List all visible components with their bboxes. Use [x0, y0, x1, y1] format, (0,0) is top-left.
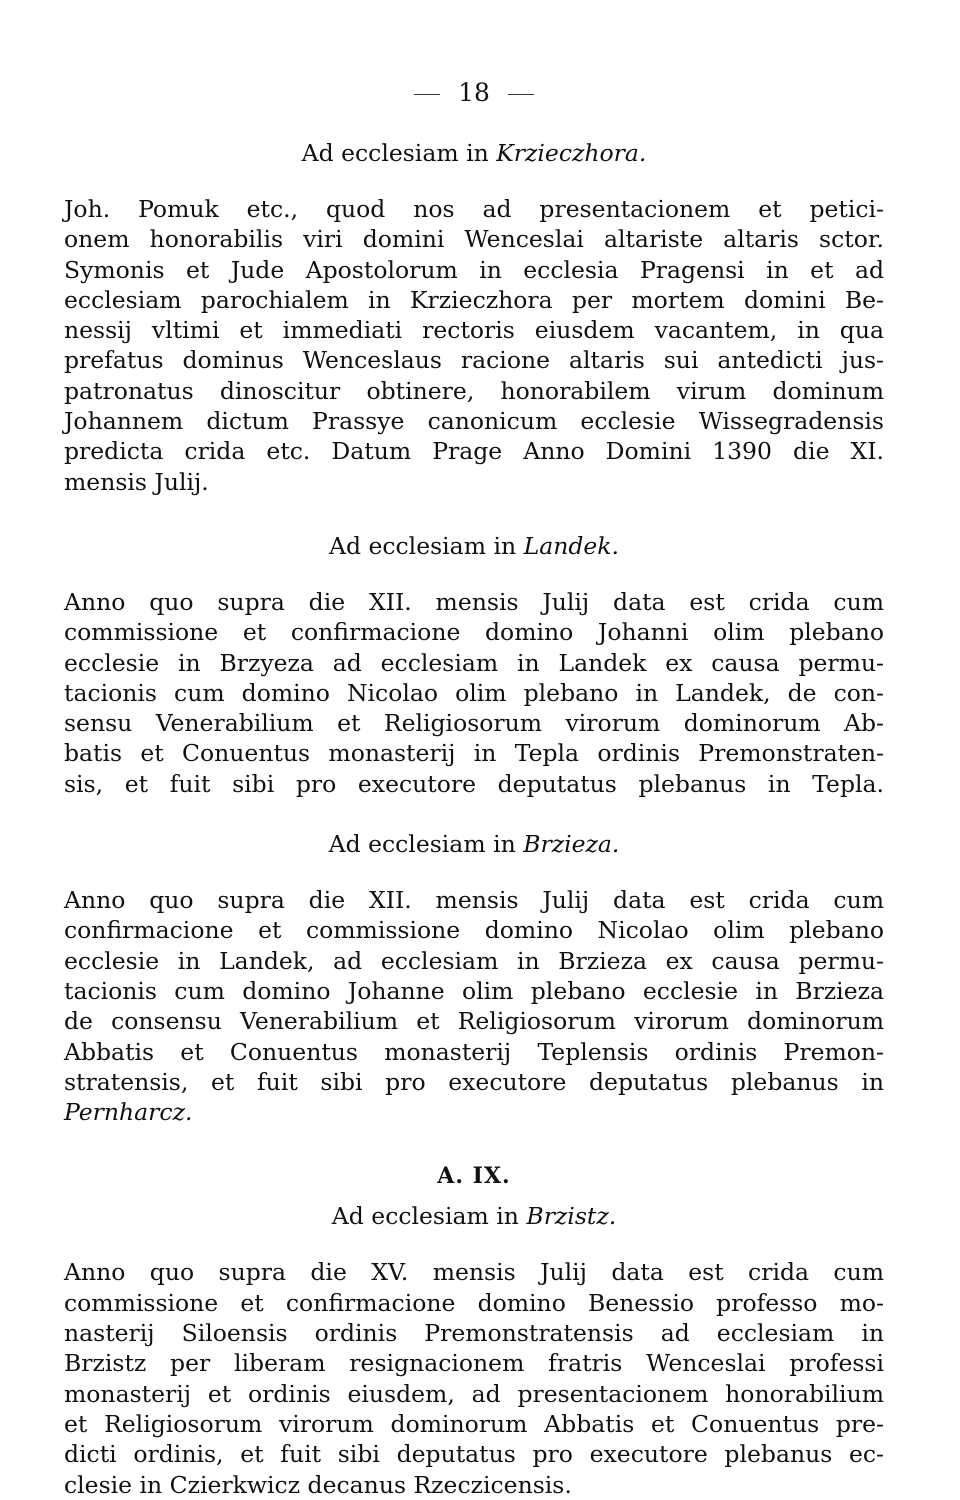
text-line: batis et Conuentus monasterij in Tepla ordinis Premonstraten- [64, 739, 884, 768]
text-line: patronatus dinoscitur obtinere, honorabilem virum dominum [64, 376, 884, 405]
paragraph-brzistz [64, 1257, 884, 1499]
page-number [64, 76, 884, 110]
text-line: de consensu Venerabilium et Religiosorum virorum dominorum [64, 1007, 884, 1036]
paragraph-krzieczhora [64, 194, 884, 497]
text-line: commissione et confirmacione domino Johanni olim plebano [64, 618, 884, 647]
text-line: dicti ordinis, et fuit sibi deputatus pro executore plebanus ec- [64, 1440, 884, 1469]
page-number-text: 18 [458, 78, 490, 107]
text-line: et Religiosorum virorum dominorum Abbatis et Conuentus pre- [64, 1409, 884, 1438]
heading-place: Brzieza. [523, 830, 620, 859]
text-line: tacionis cum domino Johanne olim plebano ecclesie in Brzieza [64, 976, 884, 1005]
text-line: mensis Julij. [64, 467, 209, 496]
text-line: commissione et confirmacione domino Benessio professo mo- [64, 1288, 884, 1317]
section-heading-brzieza [64, 829, 884, 859]
text-line: Johannem dictum Prassye canonicum ecclesie Wissegradensis [64, 407, 884, 436]
paragraph-landek [64, 587, 884, 799]
section-heading-brzistz [64, 1201, 884, 1231]
right-dash [508, 94, 534, 95]
text-line: nessij vltimi et immediati rectoris eiusdem vacantem, in qua [64, 316, 884, 345]
paragraph-brzieza [64, 885, 884, 1127]
heading-prefix: Ad ecclesiam in [328, 531, 517, 560]
heading-prefix: Ad ecclesiam in [301, 139, 489, 167]
text-line: tacionis cum domino Nicolao olim plebano in Landek, de con- [64, 678, 884, 707]
text-line: confirmacione et commissione domino Nicolao olim plebano [64, 916, 884, 945]
section-heading-landek [64, 531, 884, 561]
document-page [64, 76, 884, 1500]
text-line: Anno quo supra die XV. mensis Julij data est crida cum [64, 1258, 884, 1287]
text-line: stratensis, et fuit sibi pro executore deputatus plebanus in [64, 1067, 884, 1096]
text-line: Pernharcz. [64, 1098, 193, 1127]
text-line: nasterij Siloensis ordinis Premonstratensis ad ecclesiam in [64, 1319, 884, 1348]
section-label-a-ix: A. IX. [437, 1163, 511, 1190]
text-line: sis, et fuit sibi pro executore deputatus plebanus in Tepla. [64, 769, 884, 798]
heading-prefix: Ad ecclesiam in [328, 830, 516, 859]
text-line: Joh. Pomuk etc., quod nos ad presentacionem et petici- [64, 195, 884, 223]
text-line: Anno quo supra die XII. mensis Julij data est crida cum [64, 886, 884, 915]
text-line: monasterij et ordinis eiusdem, ad presentacionem honorabilium [64, 1379, 884, 1408]
left-dash [414, 94, 440, 95]
text-line: prefatus dominus Wenceslaus racione altaris sui antedicti jus- [64, 346, 884, 375]
text-line: ecclesiam parochialem in Krzieczhora per mortem domini Be- [64, 285, 884, 314]
heading-place: Brzistz. [526, 1202, 617, 1231]
section-heading-krzieczhora [64, 138, 884, 168]
heading-place: Krzieczhora. [496, 139, 647, 167]
text-line: Abbatis et Conuentus monasterij Teplensis ordinis Premon- [64, 1037, 884, 1066]
text-line: Brzistz per liberam resignacionem fratris Wenceslai professi [64, 1349, 884, 1378]
text-line: Symonis et Jude Apostolorum in ecclesia Pragensi in et ad [64, 255, 884, 284]
heading-place: Landek. [523, 531, 620, 560]
text-line: predicta crida etc. Datum Prage Anno Domini 1390 die XI. [64, 437, 884, 466]
text-line: Anno quo supra die XII. mensis Julij data est crida cum [64, 587, 884, 616]
text-line: onem honorabilis viri domini Wenceslai altariste altaris sctor. [64, 225, 884, 254]
text-line: ecclesie in Landek, ad ecclesiam in Brzieza ex causa permu- [64, 946, 884, 975]
heading-prefix: Ad ecclesiam in [331, 1202, 519, 1231]
text-line: sensu Venerabilium et Religiosorum virorum dominorum Ab- [64, 709, 884, 738]
text-line: ecclesie in Brzyeza ad ecclesiam in Landek ex causa permu- [64, 648, 884, 677]
text-line: clesie in Czierkwicz decanus Rzeczicensis. [64, 1470, 572, 1499]
